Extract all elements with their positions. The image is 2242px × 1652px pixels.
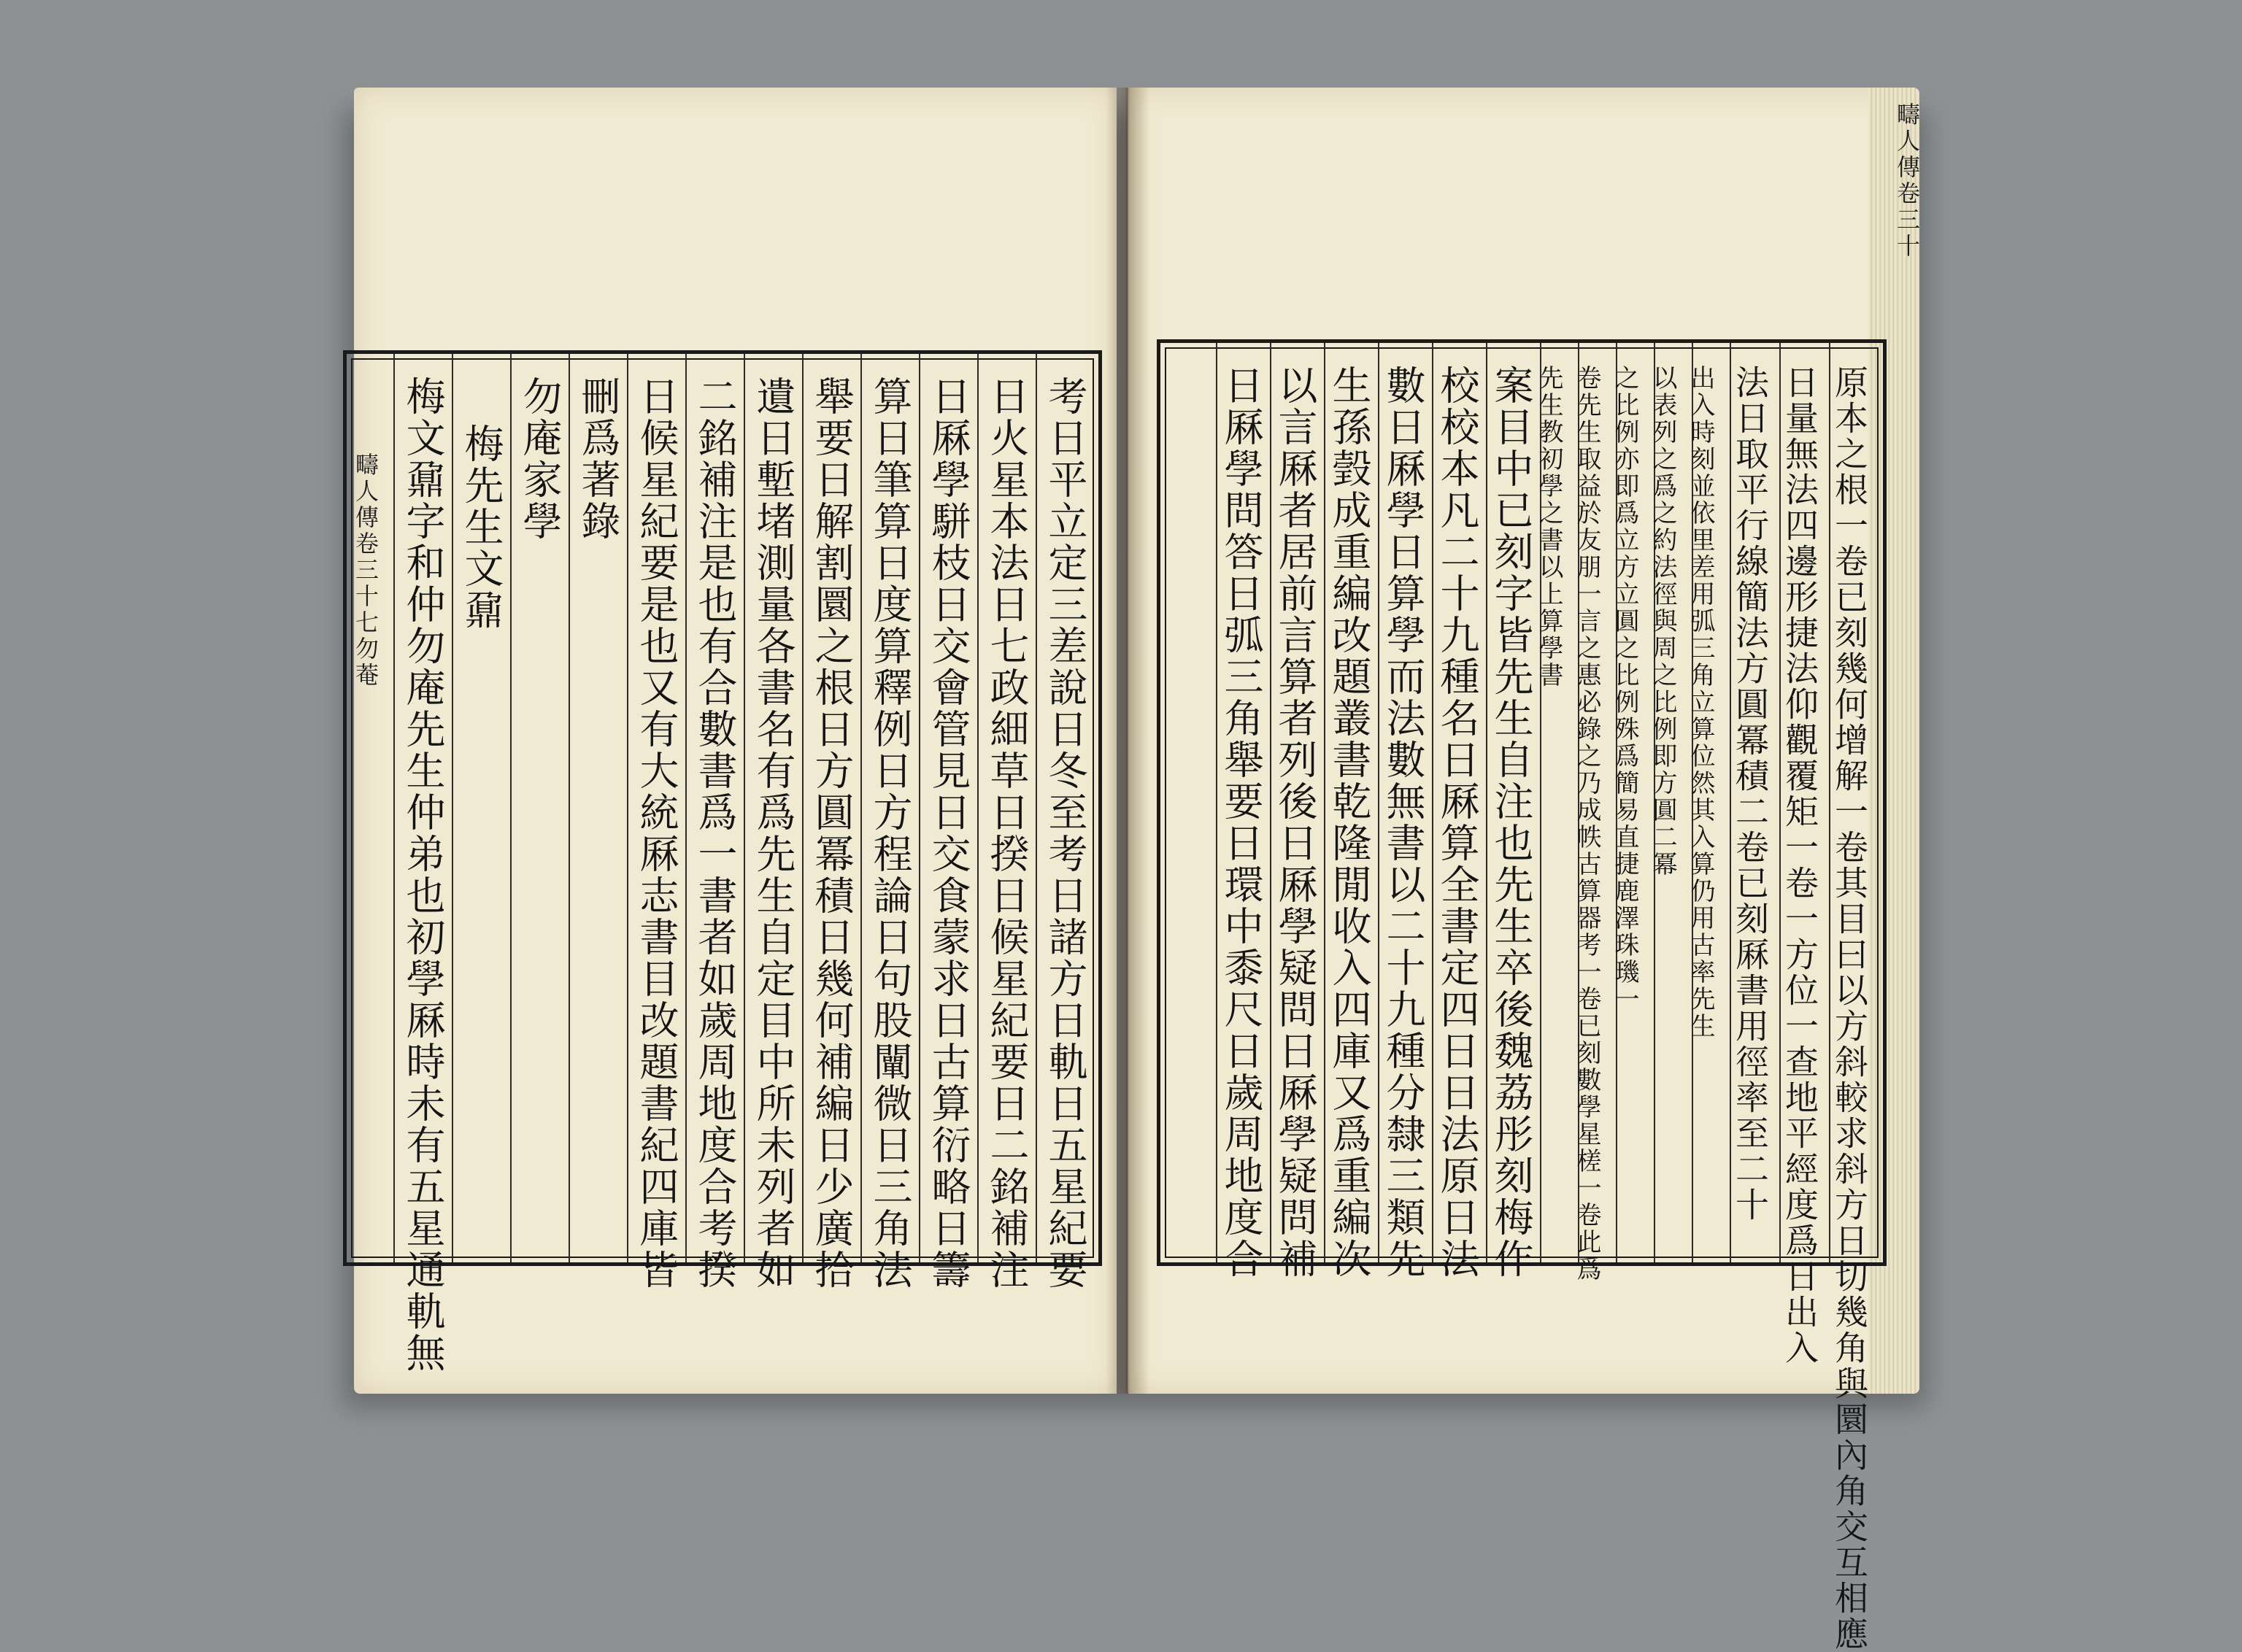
book-gutter	[1106, 88, 1149, 1394]
left-column: 算日筆算日度算釋例日方程論日句股闡微日三角法	[860, 354, 919, 1262]
left-column: 舉要日解割圜之根日方圓冪積日幾何補編日少廣拾	[802, 354, 860, 1262]
left-column: 二銘補注是也有合數書爲一書者如歲周地度合考揆	[685, 354, 744, 1262]
right-column: 原本之根一卷已刻幾何增解一卷其目曰以方斜較求斜方日切幾角與圜內角交互相應	[1829, 343, 1879, 1262]
right-column: 日量無法四邊形捷法仰觀覆矩一卷一方位一查地平經度爲日出入	[1779, 343, 1829, 1262]
right-column: 生孫瑴成重編改題叢書乾隆閒收入四庫又爲重編次	[1324, 343, 1378, 1262]
right-columns	[1216, 343, 1879, 1652]
left-margin-label: 疇人傳卷三十七勿菴	[352, 452, 380, 689]
right-column: 以表列之爲之約法徑與周之比例即方圓二冪	[1654, 343, 1692, 1262]
right-column: 法日取平行線簡法方圓冪積二卷已刻厤書用徑率至二十	[1730, 343, 1779, 1262]
right-margin-label: 疇人傳卷三十	[1893, 102, 1921, 260]
right-column: 數日厤學日算學而法數無書以二十九種分隸三類先	[1378, 343, 1432, 1262]
left-column: 刪爲著錄	[569, 354, 627, 1262]
left-column: 梅文鼐字和仲勿庵先生仲弟也初學厤時未有五星通軌無	[393, 354, 452, 1262]
left-column: 遺日塹堵測量各書名有爲先生自定目中所未列者如	[744, 354, 802, 1262]
left-column: 日火星本法日七政細草日揆日候星紀要日二銘補注	[977, 354, 1036, 1262]
right-column: 出入時刻並依里差用弧三角立算位然其入算仍用古率先生	[1692, 343, 1730, 1262]
right-column: 校校本凡二十九種名日厤算全書定四日日法原日法	[1432, 343, 1486, 1262]
right-column: 日厤學問答日弧三角舉要日環中黍尺日歲周地度合	[1216, 343, 1270, 1262]
right-column: 卷先生取益於友朋一言之惠必錄之乃成帙古算器考一卷已刻數學星槎一卷此爲	[1578, 343, 1616, 1262]
left-columns	[393, 354, 1094, 1374]
right-column: 之比例亦即爲立方立圓之比例殊爲簡易直捷鹿澤珠璣一	[1616, 343, 1654, 1262]
left-column: 日厤學駢枝日交會管見日交食蒙求日古算衍略日籌	[919, 354, 977, 1262]
left-column-heading: 梅先生文鼐	[452, 354, 510, 1262]
left-column: 日候星紀要是也又有大統厤志書目改題書紀四庫皆	[627, 354, 685, 1262]
left-column-heading: 勿庵家學	[510, 354, 569, 1262]
right-column: 以言厤者居前言算者列後日厤學疑問日厤學疑問補	[1270, 343, 1324, 1262]
left-text-frame	[343, 350, 1102, 1374]
left-column: 考日平立定三差說日冬至考日諸方日軌日五星紀要	[1036, 354, 1094, 1262]
right-column: 先生教初學之書以上算學書	[1540, 343, 1578, 1262]
right-text-frame	[1157, 339, 1887, 1652]
right-column: 案目中已刻字皆先生自注也先生卒後魏荔彤刻梅作	[1486, 343, 1540, 1262]
